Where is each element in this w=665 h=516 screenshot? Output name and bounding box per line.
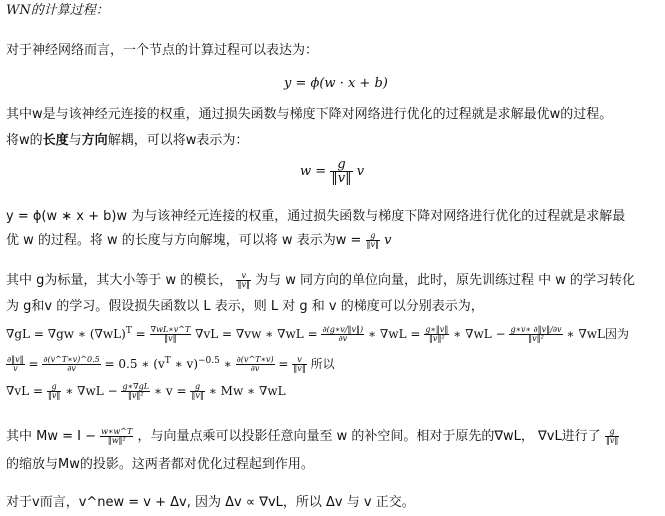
para2-line2 <box>6 232 392 250</box>
g3-frac1-den: ‖v‖ <box>47 391 61 400</box>
g3-frac2-den: ‖v‖² <box>127 391 144 400</box>
bold-length: 长度 <box>42 133 69 148</box>
g1-frac1-num: ∇wL∗v^T <box>150 325 191 334</box>
g2-frac4 <box>292 356 307 373</box>
para1-line1: 其中w是与该神经元连接的权重，通过损失函数与梯度下降对网络进行优化的过程就是求解最优w的过程。 <box>6 107 613 122</box>
g1-frac4-den: ‖v‖² <box>528 334 544 343</box>
eq-w-num: g <box>330 158 352 172</box>
g1-frac3-num: g∗‖v‖ <box>425 325 449 334</box>
gradient-line3 <box>6 382 286 400</box>
g3-frac3-num: g <box>190 383 205 392</box>
para3-line2: 为 g和v 的学习。假设损失函数以 L 表示，则 L 对 g 和 v 的梯度可以分别表示为， <box>6 299 484 314</box>
g2-a: = <box>28 357 39 371</box>
g3-frac3 <box>190 383 205 400</box>
para2-line2-end: v <box>384 233 392 248</box>
para4-line2: 的缩放与Mw的投影。这两者都对优化过程起到作用。 <box>6 457 314 472</box>
equation-w <box>300 158 364 185</box>
g1-b: = <box>131 327 146 341</box>
g3-frac2 <box>121 383 150 400</box>
para2-line2-text: 优 w 的过程。将 w 的长度与方向解塊，可以将 w 表示为w = <box>6 233 362 248</box>
para3-frac-num: v <box>236 272 251 281</box>
g2-c: ∗ v) <box>170 357 198 371</box>
para5: 对于v而言，v^new = v + Δv, 因为 Δv ∝ ∇vL，所以 Δv 与 v 正交。 <box>6 495 415 510</box>
para2-fraction <box>366 232 381 249</box>
g2-e: = <box>278 357 289 371</box>
para3-fraction <box>236 272 251 289</box>
g3-c: ∗ v = <box>153 384 187 398</box>
g3-frac1-num: g <box>47 383 62 392</box>
para4-fraction2 <box>605 428 620 445</box>
para1-line2-b: 与 <box>68 133 82 148</box>
para4-frac2-num: g <box>605 428 620 437</box>
g1-frac1-den: ‖v‖ <box>164 334 177 343</box>
para1-line2 <box>6 132 248 150</box>
g2-frac1-num: ∂‖v‖ <box>7 355 24 364</box>
para2-line1: y = ϕ(w ∗ x + b)w 为与该神经元连接的权重，通过损失函数与梯度下降对网络进行优化的过程就是求解最 <box>6 209 626 224</box>
g1-frac4-num: g∗v∗ ∂‖v‖/∂v <box>510 325 562 334</box>
g1-e: ∗ ∇wL − <box>453 327 506 341</box>
g2-frac1 <box>6 356 25 373</box>
g2-frac4-den: ‖v‖ <box>293 364 306 373</box>
g1-c: ∇vL = ∇vw ∗ ∇wL = <box>195 327 318 341</box>
section-title: WN的计算过程： <box>6 3 109 18</box>
para4-frac2-den: ‖v‖ <box>605 436 619 445</box>
para3-line1-a: 其中 g为标量，其大小等于 w 的模长， <box>6 273 233 288</box>
para2-frac-den: ‖v‖ <box>366 240 380 249</box>
gradient-line2 <box>6 352 335 373</box>
g1-frac1 <box>150 326 192 343</box>
g2-frac2-den: ∂v <box>67 364 76 373</box>
g1-sup: T <box>125 326 132 336</box>
g2-b-sup: T <box>164 356 171 366</box>
g2-frac2-num: ∂(v^T∗v)^0.5 <box>43 355 100 364</box>
gradient-line1 <box>6 322 629 343</box>
g1-frac2 <box>321 326 364 343</box>
g1-f: ∗ ∇wL因为 <box>566 327 629 341</box>
g1-a: ∇gL = ∇gw ∗ (∇wL) <box>6 327 126 341</box>
g2-frac3-num: ∂(v^T∗v) <box>236 355 274 364</box>
eq-w-lhs: w = <box>300 164 327 179</box>
g2-f: 所以 <box>310 357 335 371</box>
g3-d: ∗ Mw ∗ ∇wL <box>208 384 286 398</box>
g1-frac2-den: ∂v <box>338 334 348 343</box>
para4-frac1-num: w∗w^T <box>101 427 133 436</box>
g2-c-sup: −0.5 <box>198 356 220 366</box>
eq-w-fraction <box>330 158 352 185</box>
g1-frac3-den: ‖v‖² <box>428 334 445 343</box>
g2-b: = 0.5 ∗ (v <box>104 357 165 371</box>
g2-frac3-den: ∂v <box>250 364 260 373</box>
bold-direction: 方向 <box>81 133 108 148</box>
para4-line1-b: ，与向量点乘可以投影任意向量至 w 的补空间。相对于原先的∇wL， ∇vL进行了 <box>137 429 601 444</box>
para4-line1-a: 其中 Mw = I − <box>6 429 96 444</box>
para1-line2-a: 将w的 <box>6 133 43 148</box>
para4-line1 <box>6 428 619 446</box>
para3-line1 <box>6 272 635 290</box>
g2-frac1-den: v <box>13 364 18 373</box>
para3-line1-b: 为与 w 同方向的单位向量，此时，原先训练过程 中 w 的学习转化 <box>255 273 636 288</box>
g3-b: ∗ ∇wL − <box>65 384 118 398</box>
g1-frac2-num: ∂(g∗v/‖v‖) <box>322 325 364 334</box>
eq-w-den: ‖v‖ <box>331 171 352 186</box>
eq-w-rhs: v <box>356 164 365 179</box>
g3-frac2-num: g∗∇gL <box>122 382 150 391</box>
para4-frac1-den: ‖w‖² <box>107 436 126 445</box>
para3-frac-den: ‖v‖ <box>237 280 250 289</box>
g2-frac2 <box>42 356 100 373</box>
g3-frac1 <box>47 383 62 400</box>
equation-node: y = ϕ(w · x + b) <box>284 76 388 91</box>
para1-line2-c: 解耦，可以将w表示为： <box>107 133 249 148</box>
para2-frac-num: g <box>366 232 381 241</box>
g2-frac3 <box>236 356 275 373</box>
g2-frac4-num: v <box>292 356 307 365</box>
para4-fraction1 <box>100 428 133 445</box>
g3-frac3-den: ‖v‖ <box>191 391 204 400</box>
g1-frac3 <box>424 326 449 343</box>
g2-d: ∗ <box>219 357 232 371</box>
intro-text: 对于神经网络而言，一个节点的计算过程可以表达为： <box>6 43 319 58</box>
g1-d: ∗ ∇wL = <box>367 327 421 341</box>
g1-frac4 <box>509 326 562 343</box>
g3-a: ∇vL = <box>6 384 43 398</box>
